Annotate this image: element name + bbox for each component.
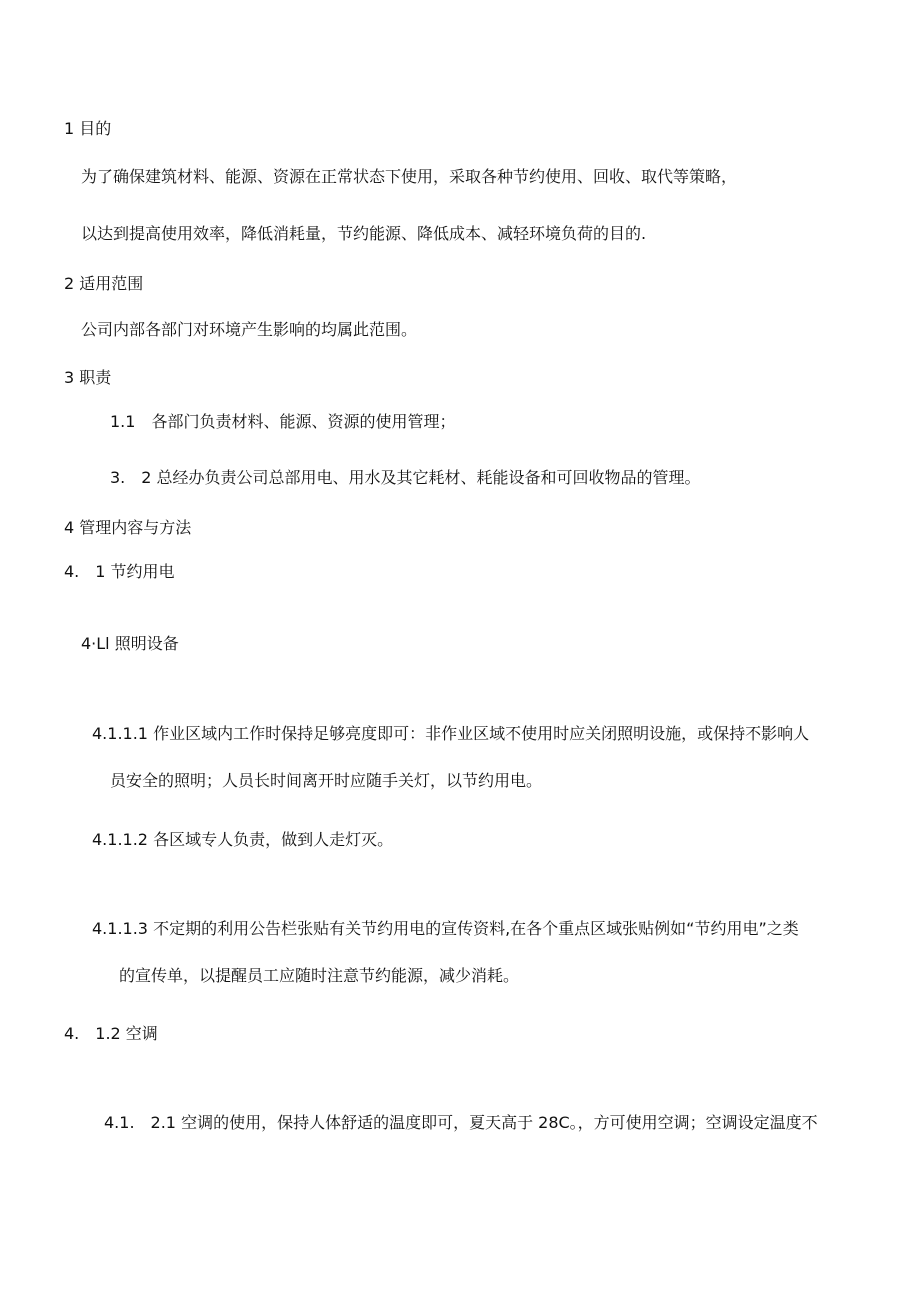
paragraph-line: 4.1.1.1 作业区域内工作时保持足够亮度即可：非作业区域不使用时应关闭照明设施，或保持不影响人 [92,724,810,743]
paragraph-line: 公司内部各部门对环境产生影响的均属此范围。 [81,320,418,339]
paragraph-line: 为了确保建筑材料、能源、资源在正常状态下使用，采取各种节约使用、回收、取代等策略， [81,167,738,186]
paragraph-line: 的宣传单，以提醒员工应随时注意节约能源，减少消耗。 [119,966,520,985]
subsection-heading: 4. 1 节约用电 [64,562,175,581]
section-heading-scope: 2 适用范围 [64,274,144,293]
paragraph-line: 4.1.1.2 各区域专人负责，做到人走灯灭。 [92,830,394,849]
section-heading-purpose: 1 目的 [64,119,112,138]
subsection-heading: 4·Ll 照明设备 [81,634,179,653]
list-item: 1.1 各部门负责材料、能源、资源的使用管理； [110,412,456,431]
paragraph-line: 4.1. 2.1 空调的使用，保持人体舒适的温度即可，夏天高于 28C。，方可使用空调；空调设定温度不 [104,1113,818,1132]
paragraph-line: 以达到提高使用效率，降低消耗量，节约能源、降低成本、减轻环境负荷的目的. [81,224,647,243]
section-heading-responsibilities: 3 职责 [64,368,112,387]
section-heading-management: 4 管理内容与方法 [64,518,192,537]
list-item: 3. 2 总经办负责公司总部用电、用水及其它耗材、耗能设备和可回收物品的管理。 [110,468,701,487]
subsection-heading: 4. 1.2 空调 [64,1024,158,1043]
paragraph-line: 员安全的照明；人员长时间离开时应随手关灯，以节约用电。 [110,771,543,790]
paragraph-line: 4.1.1.3 不定期的利用公告栏张贴有关节约用电的宣传资料,在各个重点区域张贴例如“节约用电”之类 [92,919,799,938]
